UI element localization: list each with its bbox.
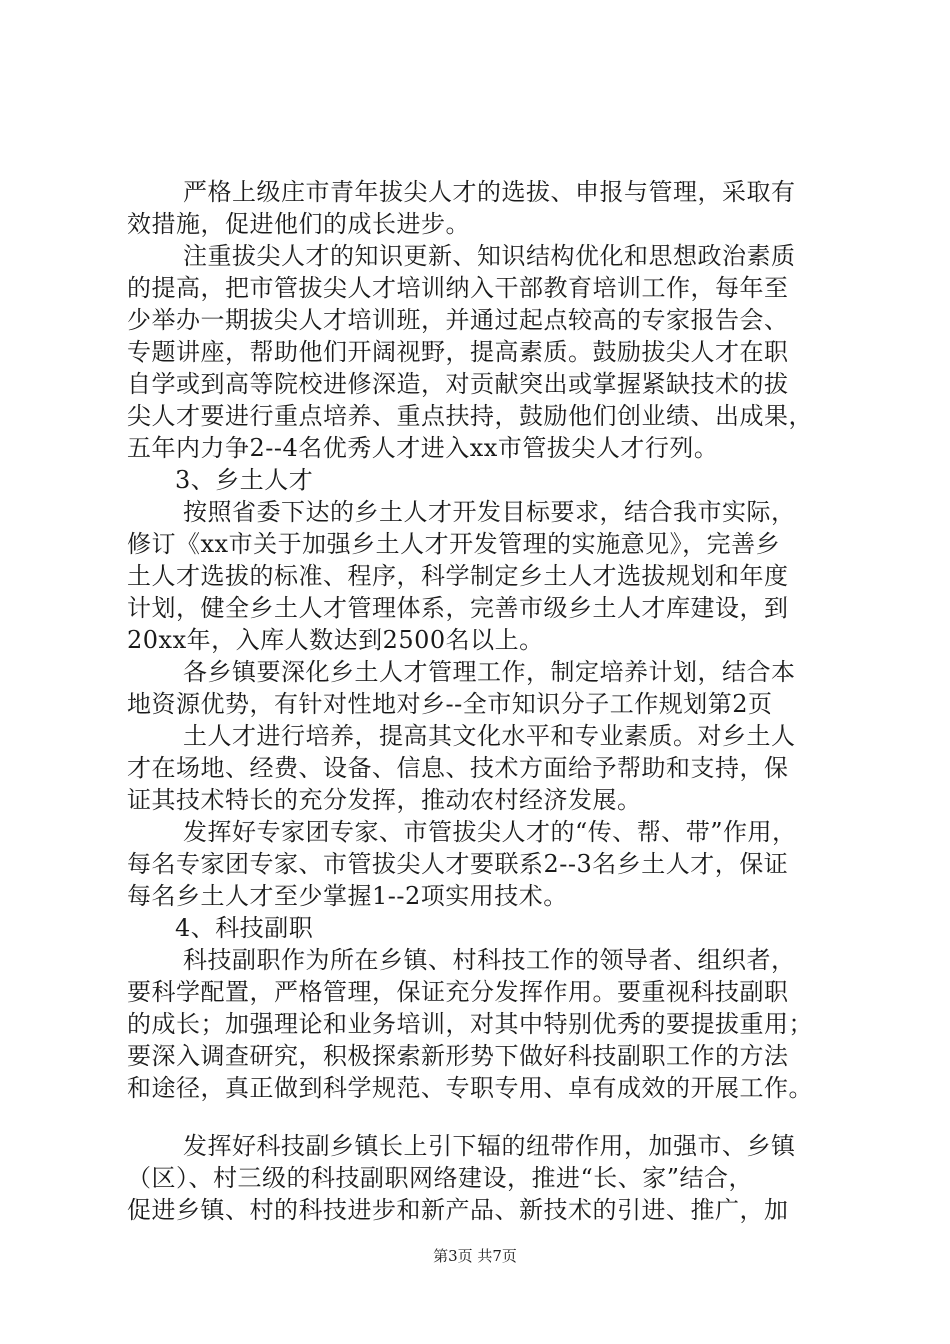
text-line: 尖人才要进行重点培养、重点扶持，鼓励他们创业绩、出成果，: [127, 402, 813, 430]
text-line: 严格上级庄市青年拔尖人才的选拔、申报与管理，采取有: [183, 178, 796, 206]
text-line: 促进乡镇、村的科技进步和新产品、新技术的引进、推广，加: [127, 1196, 789, 1224]
section-heading: 4、科技副职: [175, 914, 314, 942]
text-line: 的成长；加强理论和业务培训，对其中特别优秀的要提拔重用；: [127, 1010, 813, 1038]
text-line: 才在场地、经费、设备、信息、技术方面给予帮助和支持，保: [127, 754, 789, 782]
text-line: 每名专家团专家、市管拔尖人才要联系2--3名乡土人才，保证: [127, 850, 789, 878]
text-line: 的提高，把市管拔尖人才培训纳入干部教育培训工作，每年至: [127, 274, 789, 302]
section-heading: 3、乡土人才: [175, 466, 314, 494]
text-line: 要科学配置，严格管理，保证充分发挥作用。要重视科技副职: [127, 978, 789, 1006]
text-line: 地资源优势，有针对性地对乡--全市知识分子工作规划第2页: [127, 690, 773, 718]
text-line: 发挥好专家团专家、市管拔尖人才的“传、帮、带”作用，: [183, 818, 797, 846]
text-line: 专题讲座，帮助他们开阔视野，提高素质。鼓励拔尖人才在职: [127, 338, 789, 366]
text-line: 和途径，真正做到科学规范、专职专用、卓有成效的开展工作。: [127, 1074, 813, 1102]
document-body: [127, 176, 847, 1226]
paragraph-gap: [127, 1104, 847, 1130]
text-line: 科技副职作为所在乡镇、村科技工作的领导者、组织者，: [183, 946, 796, 974]
text-line: 按照省委下达的乡土人才开发目标要求，结合我市实际，: [183, 498, 796, 526]
text-line: 注重拔尖人才的知识更新、知识结构优化和思想政治素质: [183, 242, 796, 270]
text-line: 各乡镇要深化乡土人才管理工作，制定培养计划，结合本: [183, 658, 796, 686]
text-line: 计划，健全乡土人才管理体系，完善市级乡土人才库建设，到: [127, 594, 789, 622]
text-line: 自学或到高等院校进修深造，对贡献突出或掌握紧缺技术的拔: [127, 370, 789, 398]
text-line: 每名乡土人才至少掌握1--2项实用技术。: [127, 882, 568, 910]
text-line: 证其技术特长的充分发挥，推动农村经济发展。: [127, 786, 642, 814]
text-line: 修订《xx市关于加强乡土人才开发管理的实施意见》，完善乡: [127, 530, 781, 558]
text-line: 20xx年，入库人数达到2500名以上。: [127, 626, 544, 654]
text-line: 五年内力争2--4名优秀人才进入xx市管拔尖人才行列。: [127, 434, 719, 462]
text-line: 土人才选拔的标准、程序，科学制定乡土人才选拔规划和年度: [127, 562, 789, 590]
text-line: 要深入调查研究，积极探索新形势下做好科技副职工作的方法: [127, 1042, 789, 1070]
text-line: 发挥好科技副乡镇长上引下辐的纽带作用，加强市、乡镇: [183, 1132, 796, 1160]
page-footer: 第3页 共7页: [433, 1247, 517, 1265]
text-line: 效措施，促进他们的成长进步。: [127, 210, 470, 238]
text-line: （区）、村三级的科技副职网络建设，推进“长、家”结合，: [127, 1164, 754, 1192]
text-line: 少举办一期拔尖人才培训班，并通过起点较高的专家报告会、: [127, 306, 789, 334]
text-line: 土人才进行培养，提高其文化水平和专业素质。对乡土人: [183, 722, 796, 750]
